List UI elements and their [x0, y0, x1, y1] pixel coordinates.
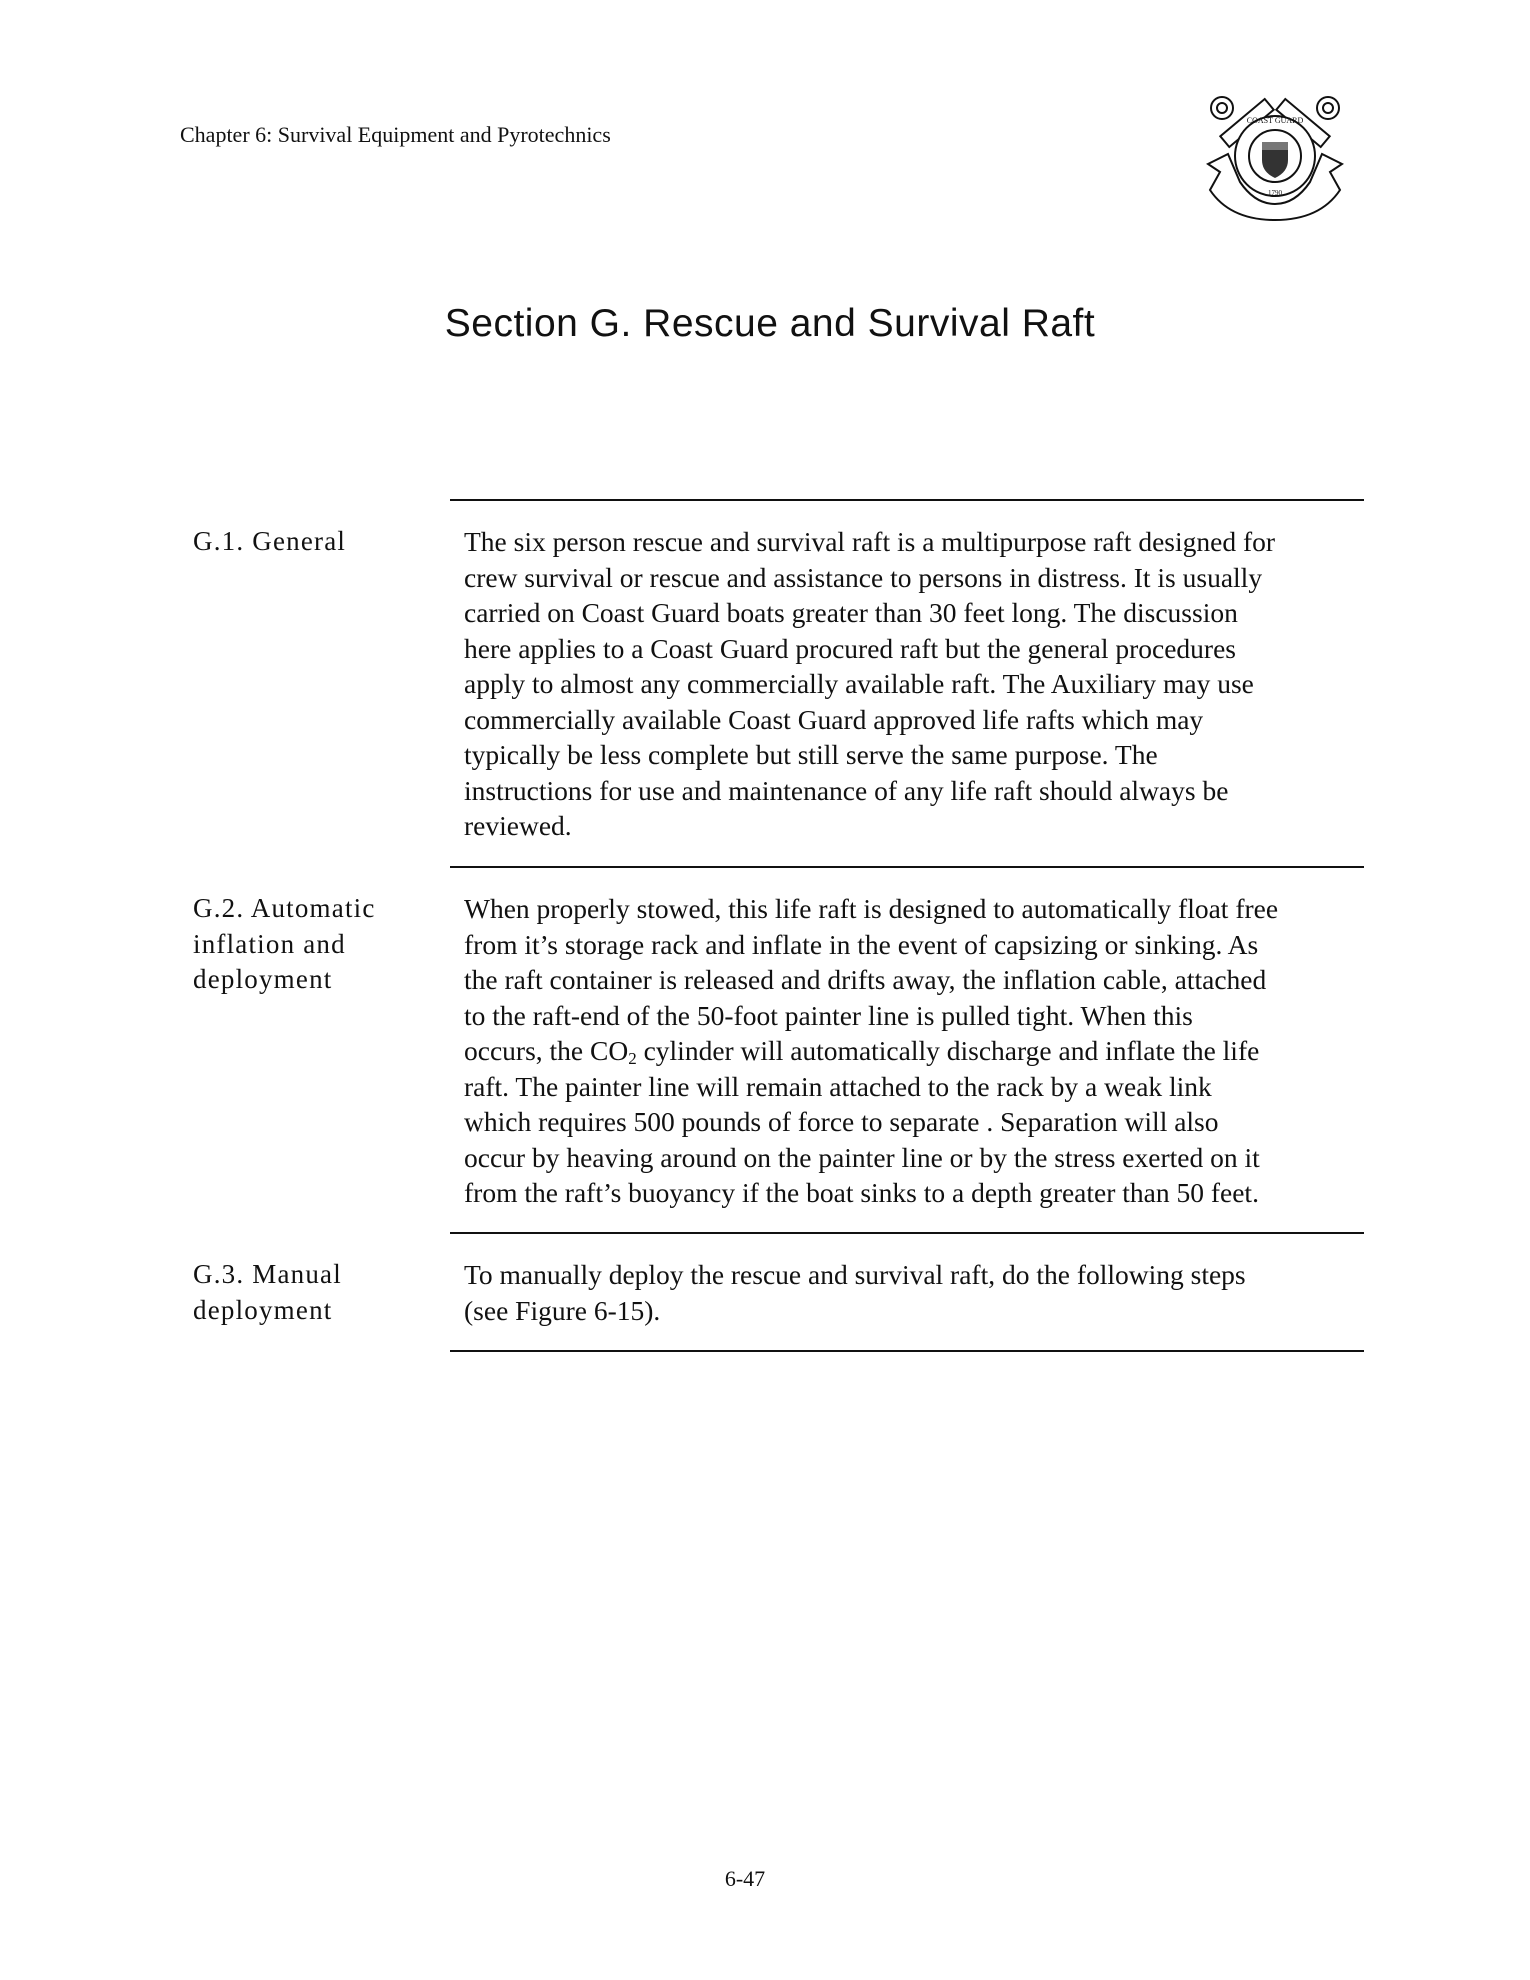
coast-guard-seal-logo — [1200, 92, 1350, 228]
page-number: 6-47 — [724, 1866, 766, 1891]
section-label-g3 — [193, 1257, 342, 1328]
text-line: typically be less complete but still serve the same purpose. The — [464, 739, 1158, 770]
label-line: deployment — [193, 1294, 333, 1325]
section-body-g3 — [464, 1257, 1246, 1328]
text-line: to the raft-end of the 50-foot painter line is pulled tight. When this — [464, 999, 1193, 1031]
text-span: occurs, the CO — [464, 1035, 629, 1066]
label-line: deployment — [193, 964, 333, 994]
section-label-g2 — [193, 891, 376, 998]
divider — [450, 499, 1364, 501]
text-line: occur by heaving around on the painter line or by the stress exerted on it — [464, 1141, 1260, 1173]
text-line: raft. The painter line will remain attached to the rack by a weak link — [464, 1070, 1212, 1102]
section-body-g1 — [464, 524, 1275, 844]
chapter-header: Chapter 6: Survival Equipment and Pyrotechnics — [180, 122, 611, 147]
svg-text:1790: 1790 — [1268, 189, 1282, 197]
text-line — [464, 1033, 1278, 1069]
section-title: Section G. Rescue and Survival Raft — [444, 302, 1096, 345]
section-body-g2 — [464, 891, 1278, 1211]
text-line: (see Figure 6-15). — [464, 1294, 661, 1326]
text-line: the raft container is released and drifts away, the inflation cable, attached — [464, 964, 1267, 995]
text-line: which requires 500 pounds of force to separate . Separation will also — [464, 1106, 1219, 1137]
text-line: instructions for use and maintenance of any life raft should always be — [464, 774, 1229, 806]
text-line: apply to almost any commercially available raft. The Auxiliary may use — [464, 668, 1254, 699]
text-line: To manually deploy the rescue and survival raft, do the following steps — [464, 1259, 1246, 1290]
text-line: commercially available Coast Guard approved life rafts which may — [464, 703, 1204, 735]
text-line: here applies to a Coast Guard procured raft but the general procedures — [464, 632, 1236, 664]
divider — [450, 1232, 1364, 1234]
text-line: from the raft’s buoyancy if the boat sinks to a depth greater than 50 feet. — [464, 1177, 1259, 1208]
label-line: G.2. Automatic — [193, 893, 376, 923]
text-line: crew survival or rescue and assistance to persons in distress. It is usually — [464, 561, 1263, 593]
text-line: reviewed. — [464, 810, 572, 841]
svg-text:COAST GUARD: COAST GUARD — [1246, 116, 1304, 125]
divider — [450, 866, 1364, 868]
label-line: G.3. Manual — [193, 1259, 342, 1289]
divider — [450, 1350, 1364, 1352]
text-line: from it’s storage rack and inflate in the event of capsizing or sinking. As — [464, 928, 1259, 960]
section-label-g1: G.1. General — [193, 526, 347, 556]
subscript: 2 — [628, 1049, 637, 1068]
text-span: cylinder will automatically discharge and inflate the life — [636, 1035, 1260, 1066]
text-line: carried on Coast Guard boats greater than 30 feet long. The discussion — [464, 597, 1238, 628]
text-line: When properly stowed, this life raft is designed to automatically float free — [464, 893, 1279, 924]
label-line: inflation and — [193, 928, 346, 959]
text-line: The six person rescue and survival raft is a multipurpose raft designed for — [464, 526, 1276, 557]
